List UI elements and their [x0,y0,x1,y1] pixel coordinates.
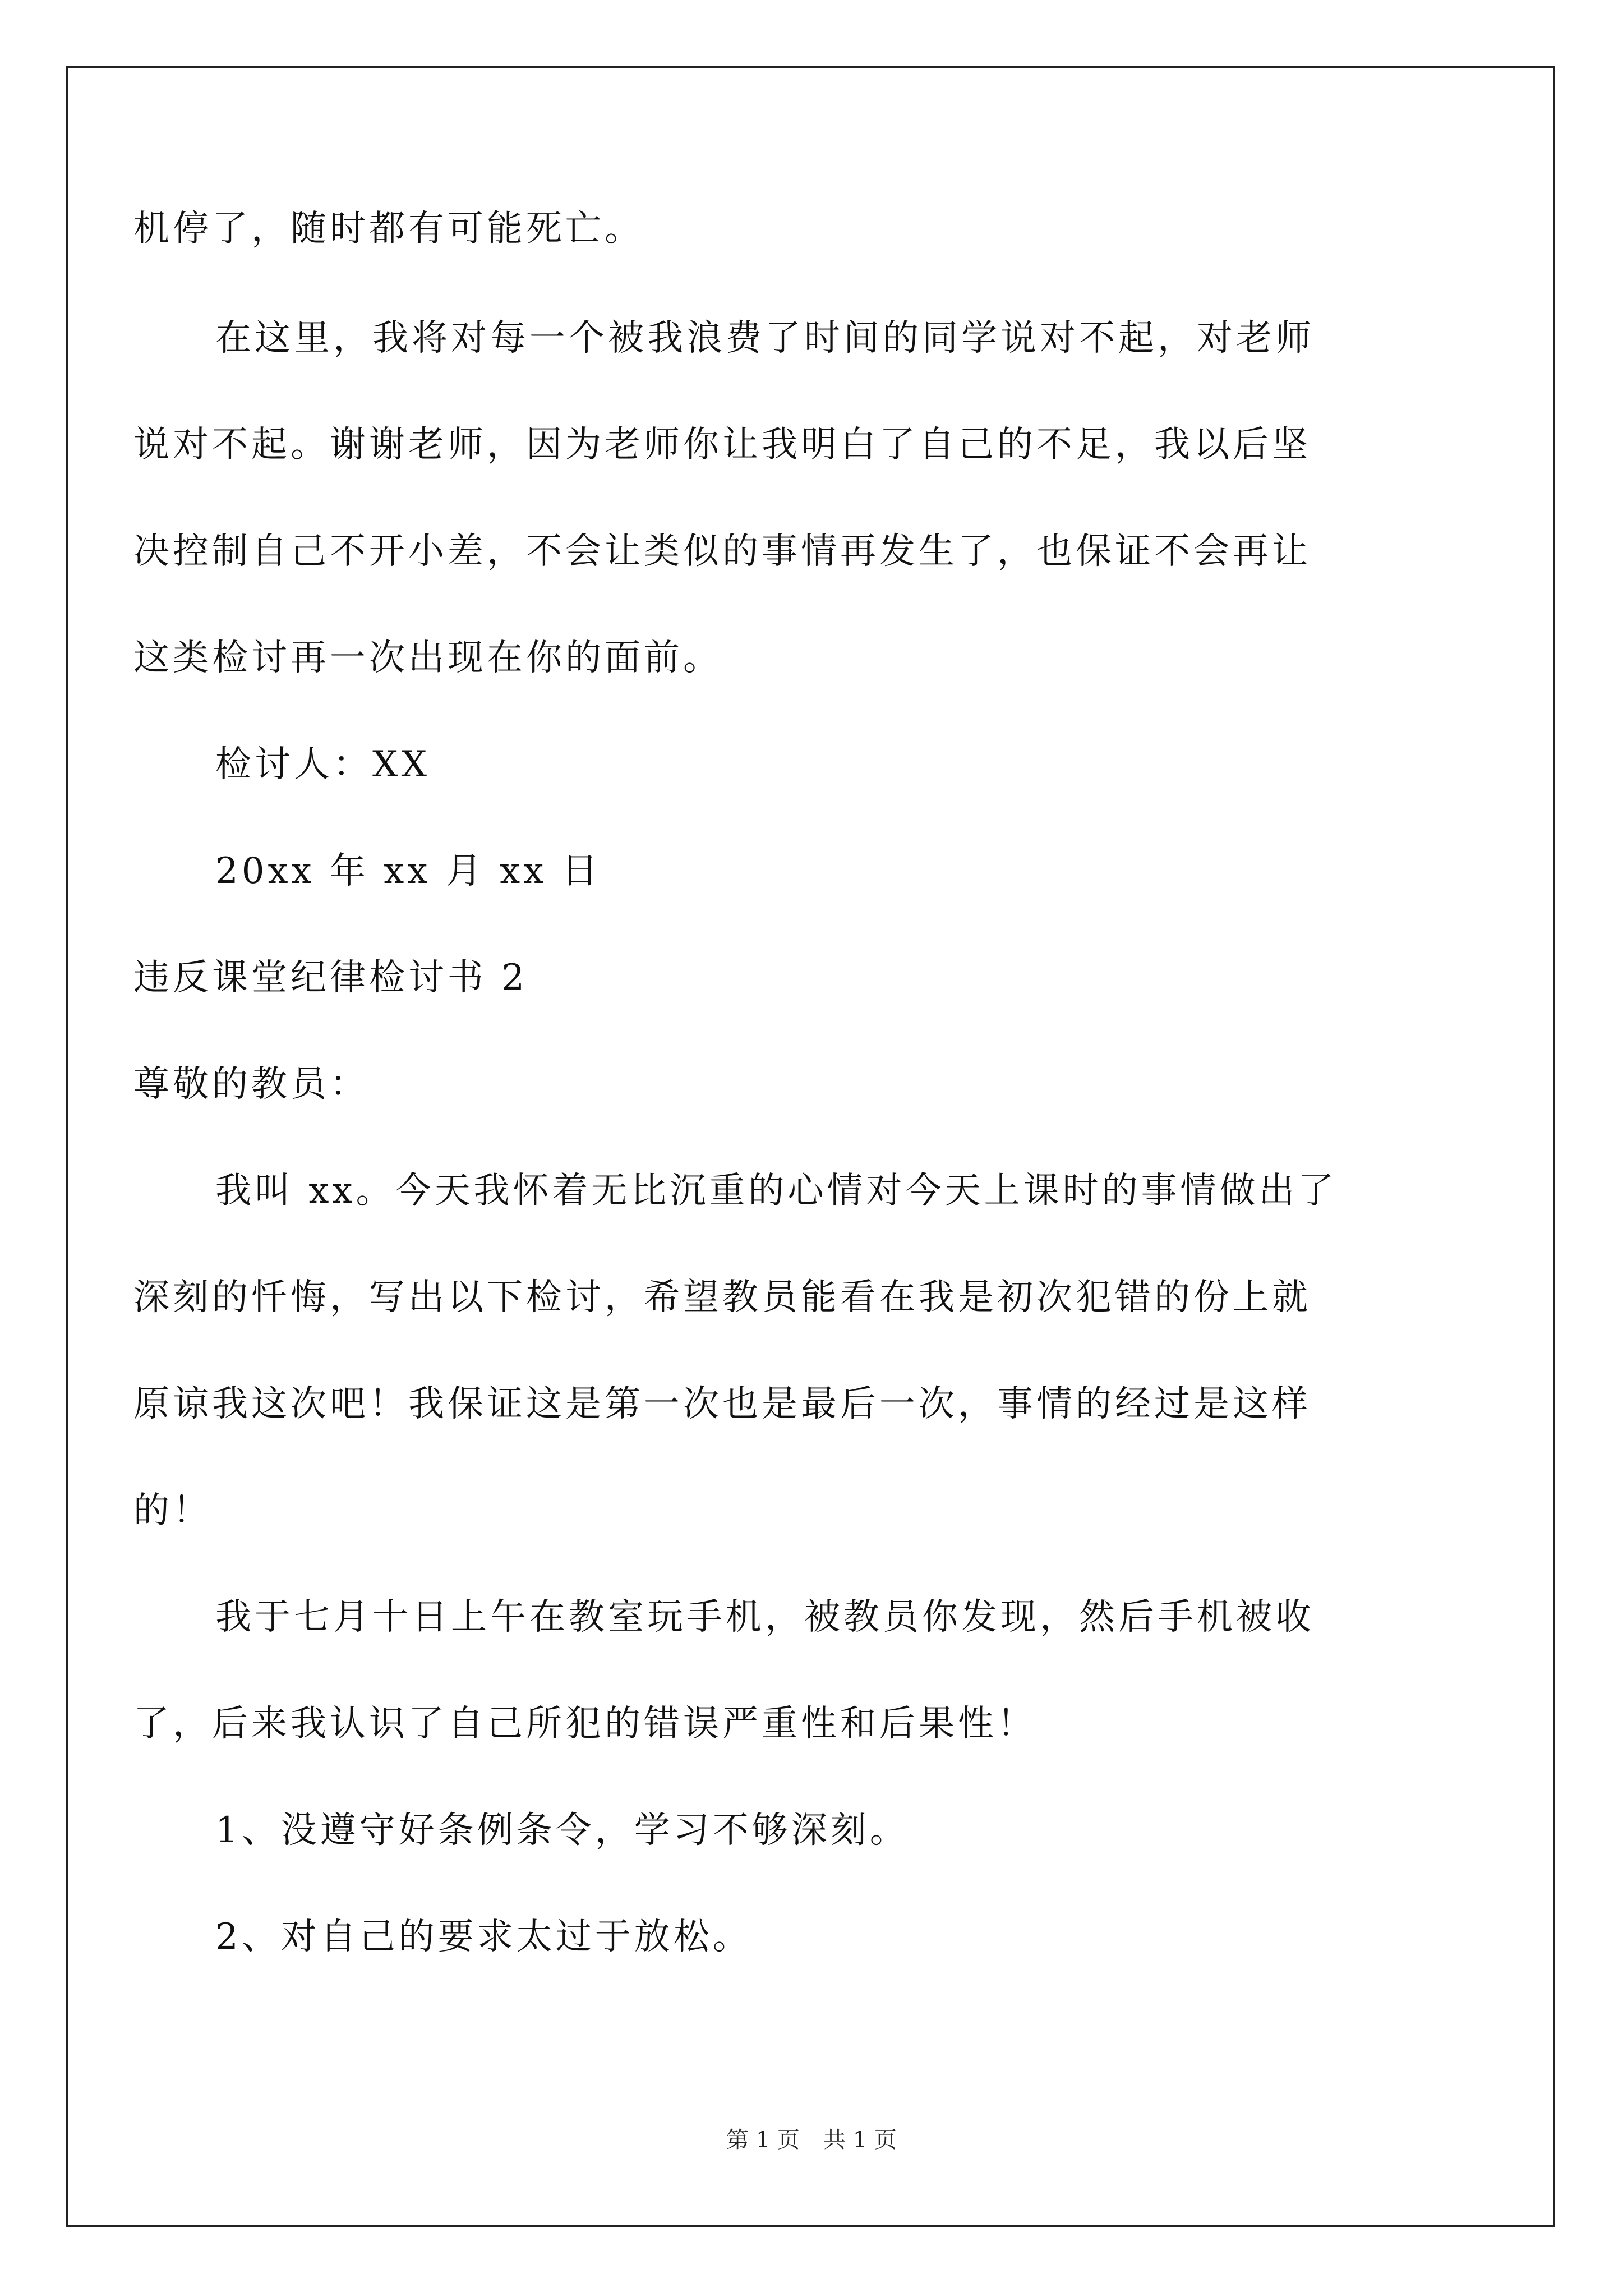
salutation: 尊敬的教员： [133,1064,369,1105]
text-line: 原谅我这次吧！我保证这是第一次也是最后一次，事情的经过是这样 [133,1383,1311,1425]
page-number-total: 共 1 页 [823,2127,897,2153]
text-line: 的！ [133,1490,212,1531]
text-line: 深刻的忏悔，写出以下检讨，希望教员能看在我是初次犯错的份上就 [133,1277,1311,1318]
text-line: 了，后来我认识了自己所犯的错误严重性和后果性！ [133,1703,1036,1745]
list-item: 2、对自己的要求太过于放松。 [215,1916,752,1958]
text-line: 机停了，随时都有可能死亡。 [133,208,644,250]
text-line: 我叫 xx。今天我怀着无比沉重的心情对今天上课时的事情做出了 [215,1170,1338,1212]
page-number-current: 第 1 页 [726,2127,800,2153]
date-line: 20xx 年 xx 月 xx 日 [215,850,601,892]
text-line: 说对不起。谢谢老师，因为老师你让我明白了自己的不足，我以后坚 [133,424,1311,466]
list-item: 1、没遵守好条例条令，学习不够深刻。 [215,1810,909,1851]
text-line: 决控制自己不开小差，不会让类似的事情再发生了，也保证不会再让 [133,531,1311,572]
text-line: 在这里，我将对每一个被我浪费了时间的同学说对不起，对老师 [215,318,1315,359]
text-line: 这类检讨再一次出现在你的面前。 [133,637,722,679]
page-footer [0,2126,1623,2154]
text-line: 我于七月十日上午在教室玩手机，被教员你发现，然后手机被收 [215,1596,1315,1638]
signature-line: 检讨人：XX [215,744,431,785]
section-title: 违反课堂纪律检讨书 2 [133,957,528,999]
page-border [66,66,1555,2227]
